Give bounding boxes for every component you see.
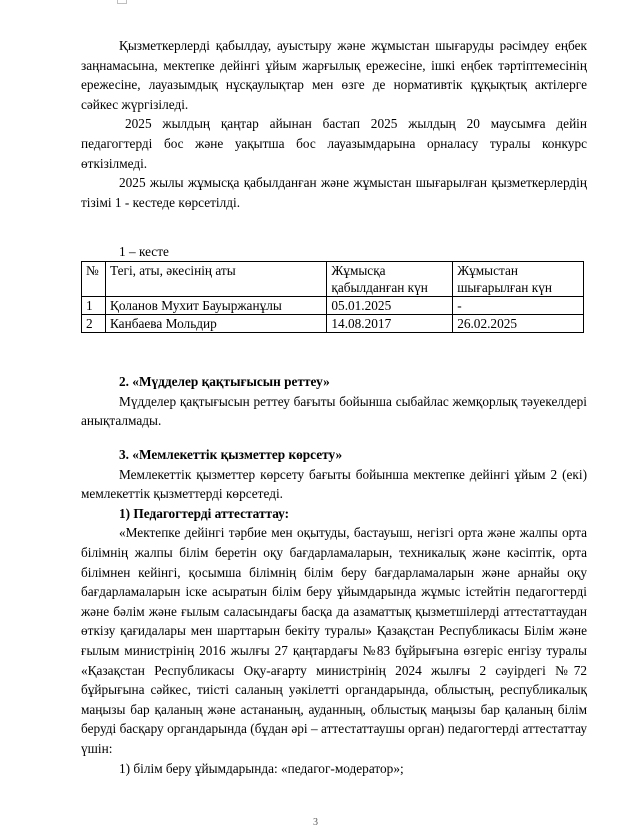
intro-block [81, 36, 587, 212]
section-heading: 3. «Мемлекеттік қызметтер көрсету» [119, 447, 343, 462]
cell-number: 1 [82, 297, 106, 315]
staff-table [81, 261, 584, 333]
attestation-quote: «Мектепке дейінгі тәрбие мен оқытуды, бастауыш, негізгі орта және жалпы орта білімнің жалпы білім беретін оқу бағдарламаларын, техникалық және кәсіптік, орта білімнен кейінгі, қосымша білімнің білім беру бағдарламаларын және арнайы оқу бағдарламаларын іске асыратын білім беру ұйымдарында жұмыс істейтін педагогтерді және бәлім және ғылым саласындағы басқа да азаматтық қызметшілерді аттестаттаудан өткізу қағидалары мен шарттарын бекіту туралы» Қазақстан Республикасы Білім және ғылым министрінің 2016 жылғы 27 қаңтардағы №83 бұйрығына өзгеріс енгізу туралы «Қазақстан Республикасы Оқу-ағарту министрінің 2024 жылғы 2 сәуірдегі №72 бұйрығына сәйкес, тиісті саланың уәкілетті органдарында, облыстың, республикалық маңызы бар қаланың және астананың, ауданның, облыстық маңызы бар қаланың білім беруді басқару органдарында (бұдан әрі – аттестаттаушы орган) педагогтерді аттестаттау үшін: [81, 525, 587, 756]
cell-hired-date: 14.08.2017 [327, 315, 453, 333]
cell-hired-date: 05.01.2025 [327, 297, 453, 315]
paragraph-contest: 2025 жылдың қаңтар айынан бастап 2025 жылдың 20 маусымға дейін педагогтерді бос және уақытша бос лауазымдарына орналасу туралы конкурс өткізілмеді. [81, 116, 587, 171]
table-block [81, 243, 587, 333]
table-caption: 1 – кесте [119, 244, 169, 259]
header-name: Тегі, аты, әкесінің аты [105, 262, 326, 297]
paragraph-table-ref: 2025 жылы жұмысқа қабылданған және жұмыстан шығарылған қызметкерлердің тізімі 1 - кестеде көрсетілді. [81, 175, 587, 210]
table-header-row [82, 262, 584, 297]
sub-heading-label: Педагогтерді аттестаттау: [133, 505, 290, 521]
list-item: 1) білім беру ұйымдарында: «педагог-модератор»; [119, 760, 404, 776]
sub-heading-number: 1) [119, 505, 134, 521]
cell-name: Қоланов Мухит Бауыржанұлы [105, 297, 326, 315]
header-number: № [82, 262, 106, 297]
section-public-services [81, 445, 587, 778]
section-text: Мемлекеттік қызметтер көрсету бағыты бойынша мектепке дейінгі ұйым 2 (екі) мемлекеттік қызметтерді көрсетеді. [81, 466, 587, 502]
cell-name: Канбаева Мольдир [105, 315, 326, 333]
paragraph-hiring: Қызметкерлерді қабылдау, ауыстыру және жұмыстан шығаруды рәсімдеу еңбек заңнамасына, мектепке дейінгі ұйым жарғылық ережесіне, ішкі еңбек тәртіптемесінің ережесіне, лауазымдық нұсқаулықтар мен өзге де нормативтік құқықтық актілерге сәйкес жүргізіледі. [81, 38, 587, 112]
table-row [82, 315, 584, 333]
page-corner-mark [117, 0, 127, 4]
cell-dismissed-date: - [453, 297, 584, 315]
section-heading: 2. «Мүдделер қақтығысын реттеу» [119, 374, 330, 389]
page-number: 3 [313, 817, 318, 828]
sub-heading-attestation [81, 504, 587, 524]
section-conflict-of-interest [81, 372, 587, 431]
cell-number: 2 [82, 315, 106, 333]
header-dismissed-date: Жұмыстан шығарылған күн [453, 262, 584, 297]
cell-dismissed-date: 26.02.2025 [453, 315, 584, 333]
section-text: Мүдделер қақтығысын реттеу бағыты бойынша сыбайлас жемқорлық тәуекелдері анықталмады. [81, 393, 587, 429]
table-row [82, 297, 584, 315]
header-hired-date: Жұмысқа қабылданған күн [327, 262, 453, 297]
